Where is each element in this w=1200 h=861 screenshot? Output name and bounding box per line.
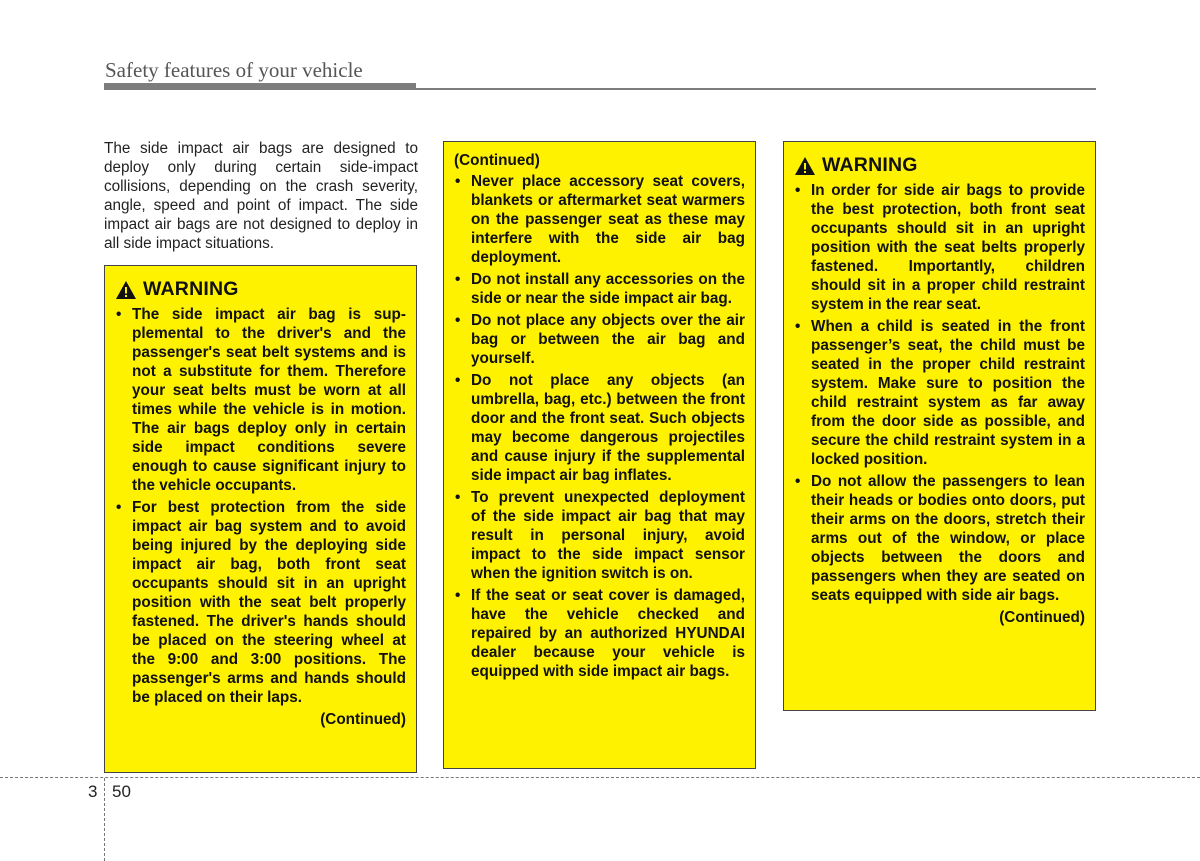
warning-list — [794, 181, 1085, 605]
page-number: 50 — [112, 782, 131, 801]
warning-triangle-icon — [115, 280, 137, 300]
continued-label: (Continued) — [454, 152, 540, 169]
warning-item: • Do not allow the passengers to lean their heads or bodies onto doors, put their arms on the doors, stretch their arms out of the window, or place objects between the doors and passengers when they are seated on seats equipped with side air bags. — [794, 472, 1085, 605]
warning-triangle-icon — [794, 156, 816, 176]
intro-paragraph: The side impact air bags are designed to deploy only during certain side-impact collisions, depending on the crash severity, angle, speed and point of impact. The side impact air bags are not designed to deploy in all side impact situations. — [104, 140, 418, 252]
warning-box-left — [104, 265, 417, 773]
warning-box-right — [783, 141, 1096, 711]
warning-title: WARNING — [143, 278, 239, 300]
warning-box-middle — [443, 141, 756, 769]
header-rule-thin — [416, 88, 1096, 90]
warning-item: • When a child is seated in the front passenger’s seat, the child must be seated in the proper child restraint system. Make sure to position the child restraint system as far away from the door side as possible, and secure the child restraint system in a locked position. — [794, 317, 1085, 469]
warning-list — [115, 305, 406, 707]
footer-vertical-rule — [104, 778, 105, 861]
warning-item: • Do not install any accessories on the side or near the side impact air bag. — [454, 270, 745, 308]
warning-item: • Do not place any objects (an umbrella, bag, etc.) between the front door and the front seat. Such objects may become dangerous projectiles and cause injury if the supplemental side impact air bag inflates. — [454, 371, 745, 485]
warning-item: • The side impact air bag is supplemental to the driver's and the passenger's seat belt systems and is not a substitute for them. Therefore your seat belts must be worn at all times while the vehicle is in motion. The air bags deploy only in certain side impact conditions severe enough to cause significant injury to the vehicle occupants. — [115, 305, 406, 495]
warning-item: • For best protection from the side impact air bag system and to avoid being injured by the deploying side impact air bag, both front seat occupants should sit in an upright position with the seat belt properly fastened. The driver's hands should be placed on the steering wheel at the 9:00 and 3:00 positions. The passenger's arms and hands should be placed on their laps. — [115, 498, 406, 707]
warning-item: • Do not place any objects over the air bag or between the air bag and yourself. — [454, 311, 745, 368]
warning-item: • To prevent unexpected deployment of the side impact air bag that may result in personal injury, avoid impact to the side impact sensor when the ignition switch is on. — [454, 488, 745, 583]
continued-label: (Continued) — [999, 609, 1085, 626]
warning-heading — [115, 278, 406, 301]
warning-item: • If the seat or seat cover is damaged, have the vehicle checked and repaired by an authorized HYUNDAI dealer because your vehicle is equipped with side impact air bags. — [454, 586, 745, 681]
continued-label: (Continued) — [320, 711, 406, 728]
header-rule-thick — [104, 83, 416, 90]
chapter-number: 3 — [88, 782, 98, 801]
page-header-title: Safety features of your vehicle — [105, 58, 363, 82]
warning-item: • In order for side air bags to provide the best protection, both front seat occupants should sit in an upright position with the seat belts properly fastened. Importantly, children should sit in a proper child restraint system in the rear seat. — [794, 181, 1085, 314]
footer-dashed-rule — [0, 777, 1200, 778]
warning-list — [454, 172, 745, 681]
warning-title: WARNING — [822, 154, 918, 176]
warning-item: • Never place accessory seat covers, blankets or aftermarket seat warmers on the passenger seat as these may interfere with the side air bag deployment. — [454, 172, 745, 267]
warning-heading — [794, 154, 1085, 177]
